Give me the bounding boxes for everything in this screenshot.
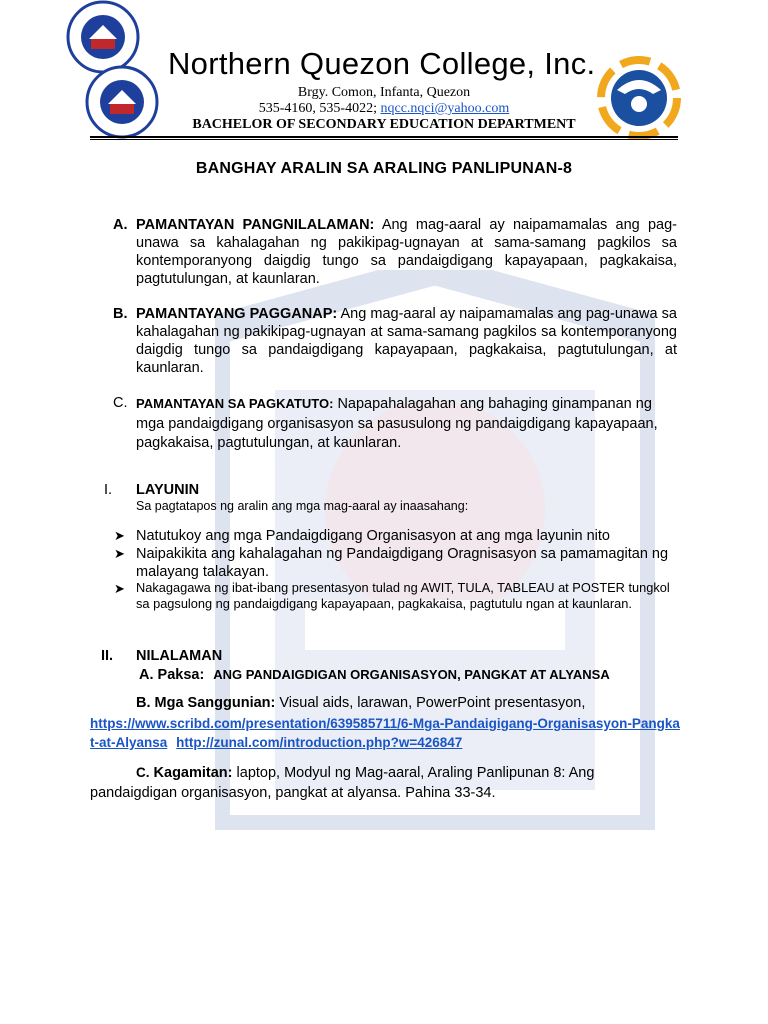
kagamitan-label: Kagamitan:	[153, 765, 233, 781]
layunin-intro: Sa pagtatapos ng aralin ang mga mag-aaral ay inaasahang:	[136, 499, 469, 513]
bullet-arrow-icon: ➤	[114, 581, 125, 596]
zunal-link[interactable]: http://zunal.com/introduction.php?w=426847	[176, 735, 463, 750]
kagamitan-text	[90, 763, 680, 803]
layunin-item-2: Naipakikita ang kahalagahan ng Pandaigdigang Oragnisasyon sa pamamagitan ng malayang talakayan.	[136, 546, 669, 580]
section-c-body: Napapahalagahan ang bahaging ginampanan ng mga pandaigdigang organisasyon sa pasusulong ng pandaigdigang kapayapaan, pagkakaisa, pagtutulungan, at kaunlaran.	[136, 396, 658, 451]
layunin-heading: LAYUNIN	[136, 482, 200, 498]
paksa-value: ANG PANDAIGDIGAN ORGANISASYON, PANGKAT AT ALYANSA	[213, 667, 610, 682]
reference-links	[90, 714, 680, 752]
section-b-marker: B.	[113, 306, 128, 322]
layunin-numeral: I.	[104, 482, 113, 498]
paksa-line	[139, 666, 610, 684]
layunin-item-1: Natutukoy ang mga Pandaigdigang Organisasyon at ang mga layunin nito	[136, 528, 610, 544]
college-address: Brgy. Comon, Infanta, Quezon	[297, 85, 471, 100]
section-b-body: Ang mag-aaral ay naipamamalas ang pag-unawa sa kahalagahan ng pakikipag-ugnayan at sama-samang pagkilos sa kontemporanyong daigdig tungo sa pandaigdigang kapayapaan, pagkakaisa, pagtutulungan, at kaunlaran.	[136, 306, 677, 376]
section-a-marker: A.	[113, 217, 128, 233]
header-divider-thin	[90, 139, 678, 140]
section-a-text	[136, 216, 677, 288]
department-name: BACHELOR OF SECONDARY EDUCATION DEPARTMENT	[192, 117, 576, 132]
email-link[interactable]: nqcc.nqci@yahoo.com	[380, 101, 510, 116]
scribd-link[interactable]: https://www.scribd.com/presentation/639585711/6-Mga-Pandaigigang-Organisasyon-Pangkat-at-Alyansa	[90, 716, 680, 750]
document-title: BANGHAY ARALIN SA ARALING PANLIPUNAN-8	[195, 160, 573, 177]
layunin-item-3: Nakagagawa ng ibat-ibang presentasyon tulad ng AWIT, TULA, TABLEAU at POSTER tungkol sa pagsulong ng pandaigdigang kapayapaan, pagkakaisa, pagtutulu ngan at kaunlaran.	[136, 580, 670, 611]
phone-numbers: 535-4160, 535-4022;	[258, 101, 381, 116]
sanggunian-value: Visual aids, larawan, PowerPoint presentasyon,	[275, 695, 586, 711]
kagamitan-prefix: C.	[136, 765, 150, 780]
section-c-marker: C.	[113, 395, 128, 411]
sanggunian-label: B. Mga Sanggunian:	[136, 695, 276, 711]
header-divider	[90, 136, 678, 138]
section-a-body: Ang mag-aaral ay naipamamalas ang pag-unawa sa kahalagahan ng pakikipag-ugnayan at sama-samang pagkilos sa kontemporanyong daigdig tungo sa pandaigdigang kapayapaan, pagkakaisa, pagtutulungan, at kaunlaran.	[136, 217, 677, 287]
contact-line	[0, 101, 768, 117]
section-a-heading: PAMANTAYAN PANGNILALAMAN:	[136, 217, 375, 233]
paksa-label: A. Paksa:	[139, 667, 205, 683]
section-b-heading: PAMANTAYANG PAGGANAP:	[136, 306, 338, 322]
kagamitan-value: laptop, Modyul ng Mag-aaral, Araling Panlipunan 8: Ang pandaigdigan organisasyon, pangkat at alyansa. Pahina 33-34.	[90, 765, 595, 801]
sanggunian-line	[136, 695, 585, 711]
section-c-text	[136, 394, 666, 454]
section-b-text	[136, 305, 677, 377]
nilalaman-heading: NILALAMAN	[136, 648, 223, 664]
college-name: Northern Quezon College, Inc.	[168, 46, 596, 81]
bullet-arrow-icon: ➤	[114, 528, 125, 543]
nilalaman-numeral: II.	[101, 648, 114, 664]
bullet-arrow-icon: ➤	[114, 546, 125, 561]
section-c-heading: PAMANTAYAN SA PAGKATUTO:	[136, 396, 334, 411]
